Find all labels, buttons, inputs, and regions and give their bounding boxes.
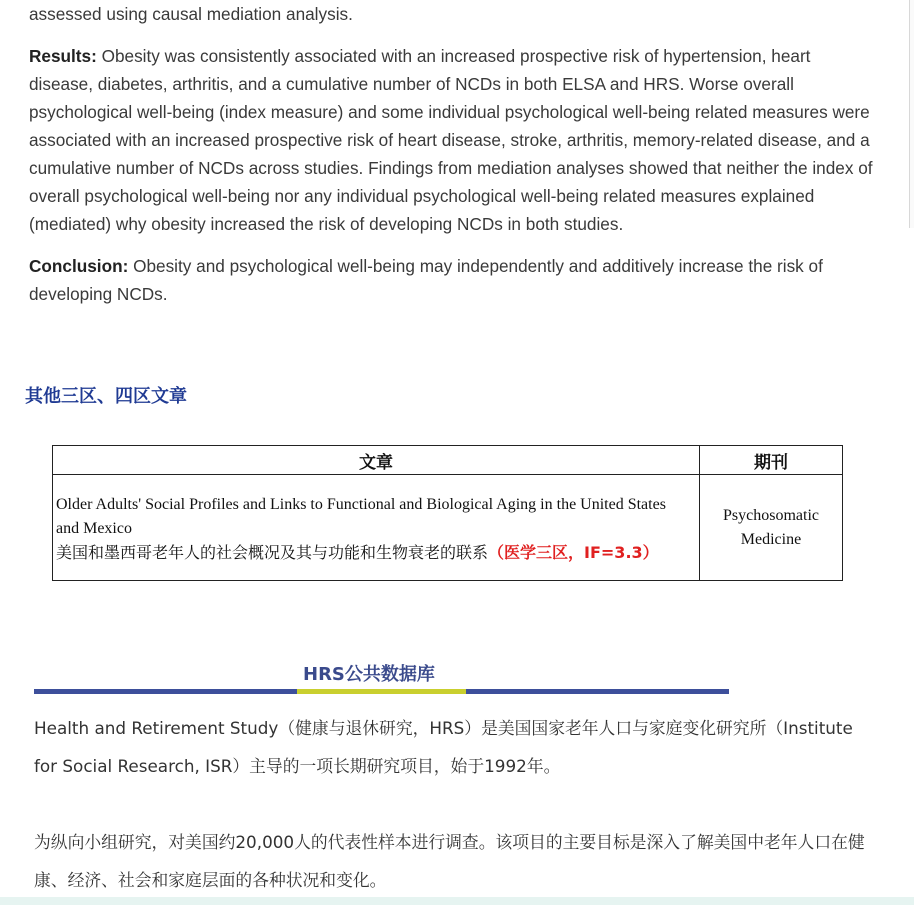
article-impact-note: （医学三区，IF=3.3） [488, 543, 659, 562]
heading-divider-accent [297, 689, 466, 694]
abstract-conclusion [29, 252, 879, 308]
results-text: Obesity was consistently associated with an increased prospective risk of hypertension, heart disease, diabetes, arthritis, and a cumulative number of NCDs in both ELSA and HRS. Worse overall psychological well-being (index measure) and some individual psychological well-being related measures were associated with an increased prospective risk of heart disease, stroke, arthritis, memory-related disease, and a cumulative number of NCDs across studies. Findings from mediation analyses showed that neither the index of overall psychological well-being nor any individual psychological well-being related measures explained (mediated) why obesity increased the risk of developing NCDs in both studies. [29, 46, 873, 234]
article-cell [53, 475, 700, 581]
table-header-row [53, 446, 843, 475]
abstract-results [29, 42, 879, 238]
conclusion-text: Obesity and psychological well-being may independently and additively increase the risk of developing NCDs. [29, 256, 823, 304]
table-row [53, 475, 843, 581]
article-title-en: Older Adults' Social Profiles and Links to Functional and Biological Aging in the United States and Mexico [56, 496, 666, 537]
section-heading: 其他三区、四区文章 [25, 386, 187, 407]
article-title-cn: 美国和墨西哥老年人的社会概况及其与功能和生物衰老的联系 [56, 543, 489, 562]
results-label: Results: [29, 46, 97, 66]
database-intro-paragraph: Health and Retirement Study（健康与退休研究，HRS）是美国国家老年人口与家庭变化研究所（Institute for Social Research, ISR）主导的一项长期研究项目，始于1992年。 [34, 718, 853, 776]
database-heading: HRS公共数据库 [303, 664, 435, 685]
database-sample-paragraph: 为纵向小组研究，对美国约20,000人的代表性样本进行调查。该项目的主要目标是深入了解美国中老年人口在健康、经济、社会和家庭层面的各种状况和变化。 [34, 832, 865, 890]
header-article: 文章 [53, 446, 700, 475]
abstract [29, 0, 879, 322]
abstract-intro-tail: assessed using causal mediation analysis. [29, 4, 353, 24]
scrollbar[interactable] [909, 0, 914, 228]
journal-cell: Psychosomatic Medicine [700, 475, 843, 581]
conclusion-label: Conclusion: [29, 256, 129, 276]
bottom-bar [0, 897, 914, 905]
header-journal: 期刊 [700, 446, 843, 475]
articles-table [52, 445, 843, 581]
